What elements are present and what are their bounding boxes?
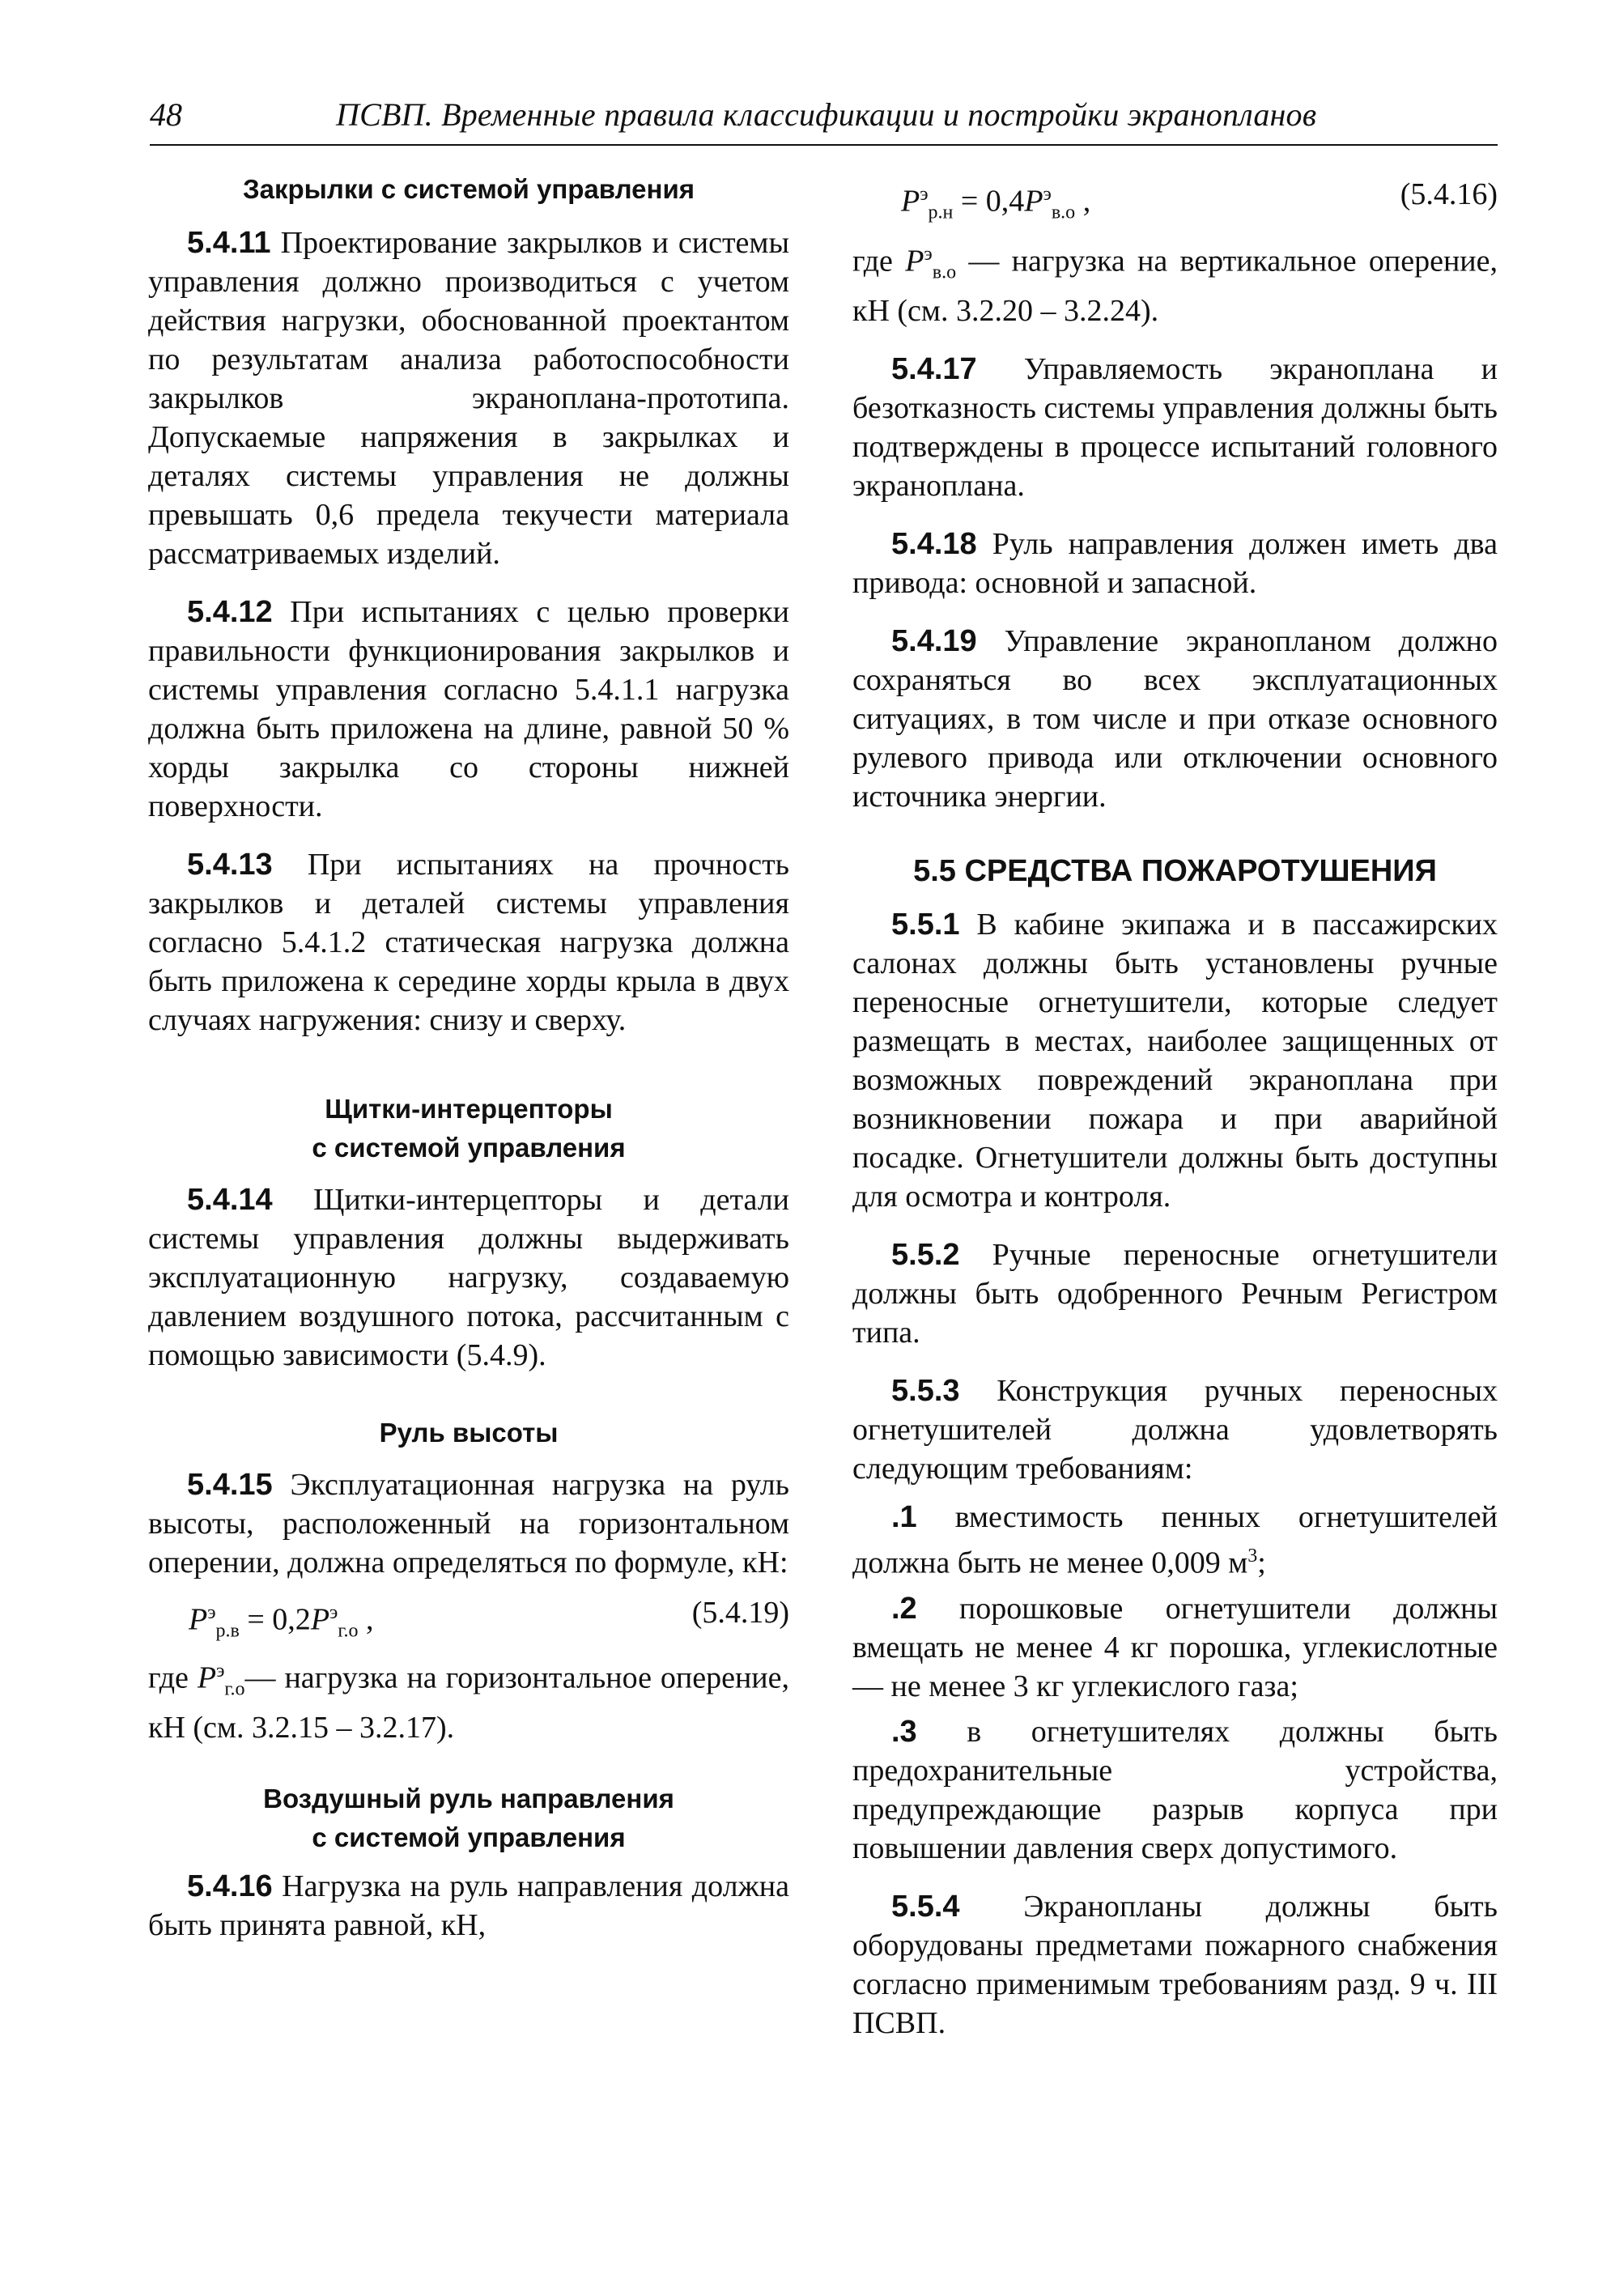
where-subscript: г.о bbox=[224, 1678, 245, 1700]
item-number: .2 bbox=[891, 1591, 917, 1626]
section-heading-5-5: 5.5 СРЕДСТВА ПОЖАРОТУШЕНИЯ bbox=[913, 854, 1437, 889]
formula-superscript: э bbox=[920, 184, 929, 205]
paragraph-5-4-16 bbox=[148, 1867, 789, 1945]
heading-rudder-line2: с системой управления bbox=[312, 1822, 626, 1853]
clause-number: 5.5.2 bbox=[891, 1238, 960, 1273]
clause-number: 5.5.1 bbox=[891, 908, 960, 942]
clause-number: 5.4.18 bbox=[891, 527, 977, 562]
item-superscript: 3 bbox=[1247, 1546, 1258, 1567]
item-text: порошковые огнетушители должны вмещать не менее 4 кг порошка, углекислотные — не менее 3 кг углекислого газа; bbox=[852, 1591, 1498, 1703]
clause-number: 5.5.3 bbox=[891, 1374, 960, 1409]
heading-rudder bbox=[148, 1779, 789, 1857]
paragraph-5-4-13 bbox=[148, 845, 789, 1040]
item-tail: ; bbox=[1257, 1546, 1266, 1580]
clause-number: 5.4.14 bbox=[187, 1183, 273, 1217]
heading-flaps: Закрылки с системой управления bbox=[242, 174, 695, 204]
heading-rudder-line1: Воздушный руль направления bbox=[263, 1784, 674, 1814]
formula-symbol: P bbox=[901, 184, 920, 219]
clause-number: 5.5.4 bbox=[891, 1889, 960, 1924]
paragraph-5-4-19 bbox=[852, 622, 1498, 816]
heading-elevator: Руль высоты bbox=[379, 1418, 559, 1448]
formula-body bbox=[901, 170, 1090, 236]
clause-text: Проектирование закрылков и системы управления должно производиться с учетом действия нагрузки, обоснованной проектантом по результатам анализа работоспособности закрылков экраноплана-прототипа. Допускаемые напряжения в закрылках и деталях системы управления не должны превышать 0,6 предела текучести материала рассматриваемых изделий. bbox=[148, 226, 789, 571]
clause-text: Руль направления должен иметь два привода: основной и запасной. bbox=[852, 527, 1498, 601]
clause-text: Экранопланы должны быть оборудованы предметами пожарного снабжения согласно применимым требованиям разд. 9 ч. III ПСВП. bbox=[852, 1889, 1498, 2040]
heading-spoilers-line1: Щитки-интерцепторы bbox=[325, 1094, 613, 1124]
clause-text: Управляемость экраноплана и безотказность системы управления должны быть подтверждены в процессе испытаний головного экраноплана. bbox=[852, 352, 1498, 504]
clause-number: 5.4.16 bbox=[187, 1869, 273, 1904]
heading-spoilers-line2: с системой управления bbox=[312, 1133, 626, 1163]
item-number: .3 bbox=[891, 1714, 917, 1749]
where-clause-5-4-19 bbox=[148, 1652, 789, 1747]
clause-number: 5.4.17 bbox=[891, 352, 977, 387]
formula-superscript: э bbox=[207, 1602, 216, 1623]
clause-number: 5.4.13 bbox=[187, 848, 273, 882]
formula-symbol: P bbox=[189, 1602, 208, 1637]
heading-spoilers bbox=[148, 1090, 789, 1167]
where-subscript: в.о bbox=[932, 261, 957, 283]
where-symbol: P bbox=[197, 1660, 217, 1695]
formula-tail: , bbox=[1075, 184, 1091, 219]
formula-subscript: г.о bbox=[338, 1620, 359, 1642]
formula-subscript: р.в bbox=[215, 1620, 240, 1642]
formula-5-4-19 bbox=[148, 1588, 789, 1645]
formula-number: (5.4.16) bbox=[1400, 177, 1498, 211]
formula-number: (5.4.19) bbox=[691, 1596, 789, 1630]
formula-5-4-16 bbox=[852, 170, 1498, 227]
formula-subscript: в.о bbox=[1051, 202, 1076, 223]
paragraph-5-4-17 bbox=[852, 350, 1498, 505]
where-symbol: P bbox=[905, 244, 924, 278]
paragraph-5-4-12 bbox=[148, 593, 789, 826]
formula-tail: , bbox=[358, 1602, 374, 1637]
formula-symbol: P bbox=[1024, 184, 1043, 219]
right-column bbox=[852, 170, 1498, 2043]
formula-superscript: э bbox=[329, 1602, 338, 1623]
formula-body bbox=[189, 1588, 373, 1655]
running-title: ПСВП. Временные правила классификации и постройки экранопланов bbox=[336, 96, 1317, 133]
paragraph-5-4-15 bbox=[148, 1465, 789, 1582]
clause-text: Конструкция ручных переносных огнетушителей должна удовлетворять следующим требованиям: bbox=[852, 1374, 1498, 1486]
where-word: где bbox=[852, 244, 906, 278]
list-item-2 bbox=[852, 1589, 1498, 1706]
where-text: — нагрузка на горизонтальное оперение, кН (см. 3.2.15 – 3.2.17). bbox=[148, 1660, 789, 1745]
clause-number: 5.4.12 bbox=[187, 595, 273, 629]
item-text: в огнетушителях должны быть предохранительные устройства, предупреждающие разрыв корпуса при повышении давления сверх допустимого. bbox=[852, 1714, 1498, 1865]
clause-number: 5.4.15 bbox=[187, 1468, 273, 1502]
paragraph-5-4-18 bbox=[852, 525, 1498, 602]
formula-coefficient: = 0,2 bbox=[239, 1602, 311, 1637]
paragraph-5-4-14 bbox=[148, 1180, 789, 1375]
clause-number: 5.4.11 bbox=[187, 226, 271, 260]
paragraph-5-5-4 bbox=[852, 1887, 1498, 2043]
where-word: где bbox=[148, 1660, 198, 1695]
where-text: — нагрузка на вертикальное оперение, кН (см. 3.2.20 – 3.2.24). bbox=[852, 244, 1498, 329]
header-rule bbox=[150, 144, 1498, 146]
where-superscript: э bbox=[924, 244, 933, 265]
paragraph-5-4-11 bbox=[148, 223, 789, 573]
formula-subscript: р.н bbox=[928, 202, 954, 223]
clause-text: Щитки-интерцепторы и детали системы управления должны выдерживать эксплуатационную нагрузку, создаваемую давлением воздушного потока, рассчитанным с помощью зависимости (5.4.9). bbox=[148, 1183, 790, 1372]
clause-text: Ручные переносные огнетушители должны быть одобренного Речным Регистром типа. bbox=[852, 1238, 1498, 1350]
item-text: вместимость пенных огнетушителей должна быть не менее 0,009 м bbox=[852, 1500, 1498, 1580]
list-item-1 bbox=[852, 1498, 1498, 1583]
clause-number: 5.4.19 bbox=[891, 624, 977, 659]
formula-superscript: э bbox=[1043, 184, 1052, 205]
page-number: 48 bbox=[150, 96, 182, 133]
formula-coefficient: = 0,4 bbox=[953, 184, 1025, 219]
left-column bbox=[148, 170, 789, 1945]
list-item-3 bbox=[852, 1712, 1498, 1868]
paragraph-5-5-1 bbox=[852, 905, 1498, 1216]
clause-text: Управление экранопланом должно сохраняться во всех эксплуатационных ситуациях, в том числе и при отказе основного рулевого привода или отключении основного источника энергии. bbox=[852, 624, 1498, 814]
page-header bbox=[150, 96, 1498, 144]
clause-text: При испытаниях на прочность закрылков и деталей системы управления согласно 5.4.1.2 статическая нагрузка должна быть приложена к середине хорды крыла в двух случаях нагружения: снизу и сверху. bbox=[148, 848, 790, 1037]
where-clause-5-4-16 bbox=[852, 235, 1498, 330]
formula-symbol: P bbox=[310, 1602, 330, 1637]
clause-text: Эксплуатационная нагрузка на руль высоты, расположенный на горизонтальном оперении, должна определяться по формуле, кН: bbox=[148, 1468, 789, 1580]
clause-text: В кабине экипажа и в пассажирских салонах должны быть установлены ручные переносные огнетушители, которые следует размещать в местах, наиболее защищенных от возможных повреждений экраноплана при возникновении пожара и при аварийной посадке. Огнетушители должны быть доступны для осмотра и контроля. bbox=[852, 908, 1498, 1214]
clause-text: При испытаниях с целью проверки правильности функционирования закрылков и системы управления согласно 5.4.1.1 нагрузка должна быть приложена на длине, равной 50 % хорды закрылка со стороны нижней поверхности. bbox=[148, 595, 790, 823]
where-superscript: э bbox=[216, 1660, 225, 1682]
clause-text: Нагрузка на руль направления должна быть принята равной, кН, bbox=[148, 1869, 790, 1943]
paragraph-5-5-2 bbox=[852, 1235, 1498, 1352]
paragraph-5-5-3 bbox=[852, 1371, 1498, 1488]
item-number: .1 bbox=[891, 1500, 917, 1535]
